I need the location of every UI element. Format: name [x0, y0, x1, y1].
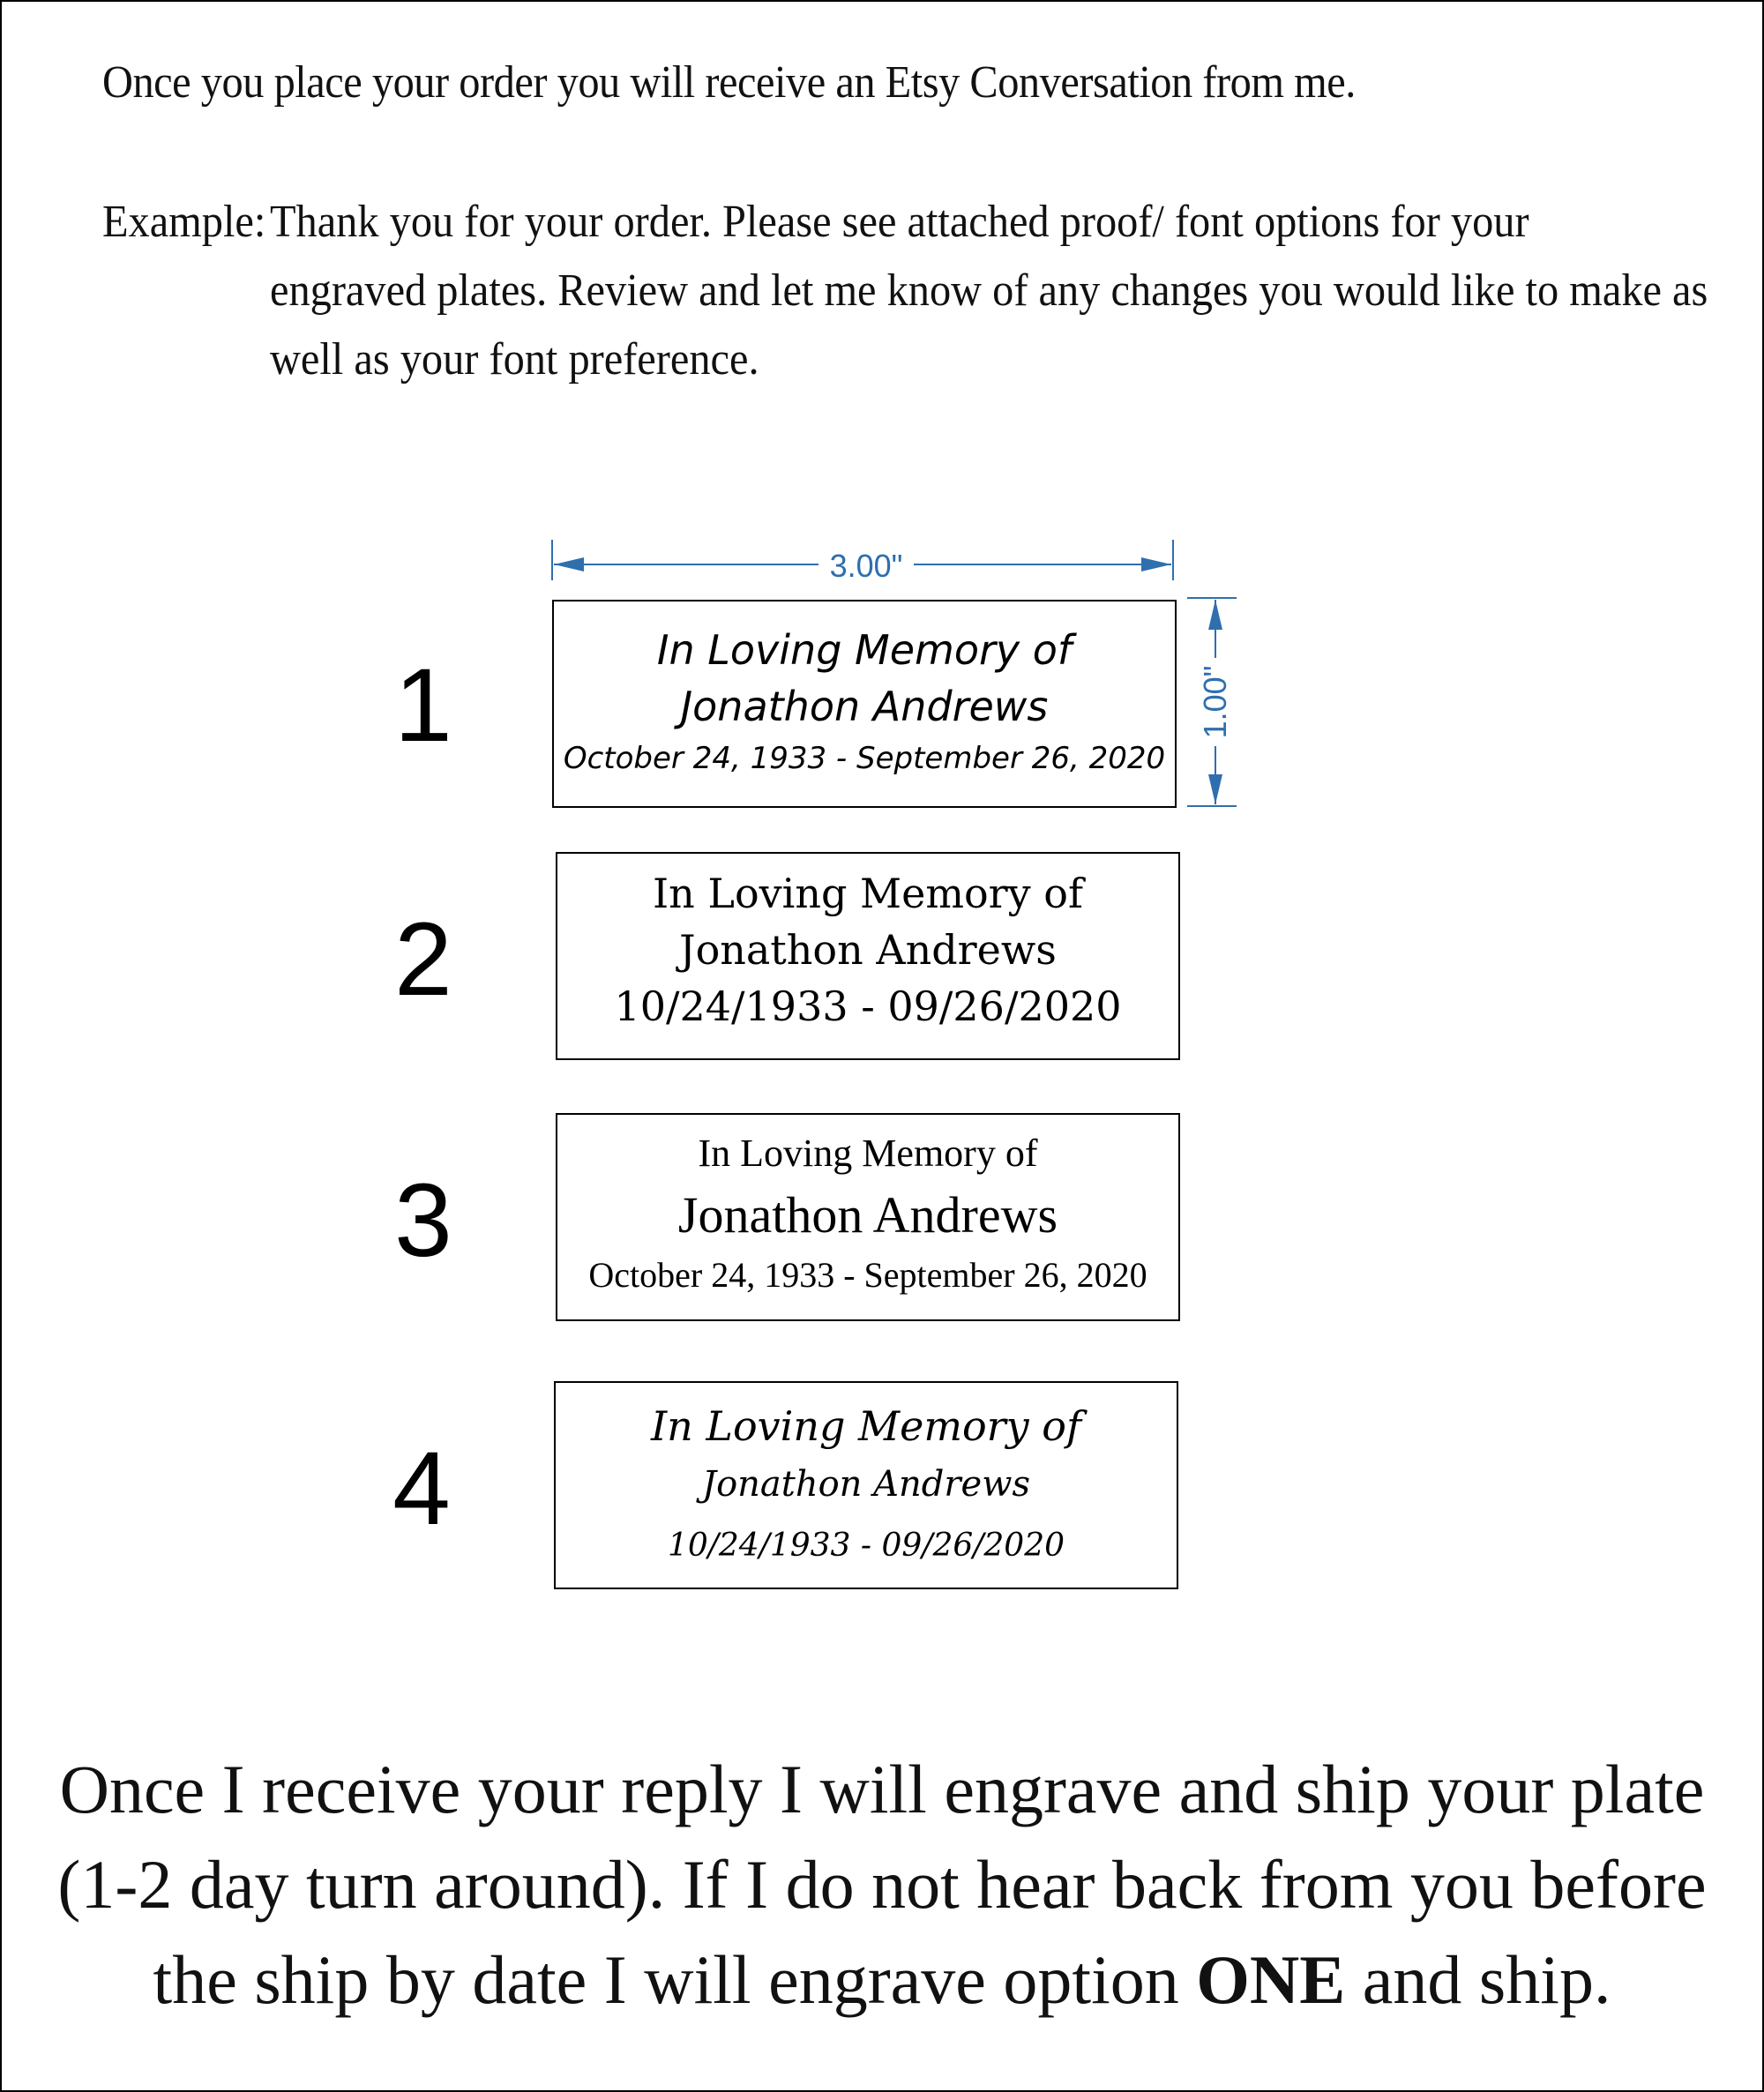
- example-line-1: Thank you for your order. Please see attached proof/ font options for your: [270, 197, 1529, 247]
- outro-line-2: (1-2 day turn around). If I do not hear back from you before: [57, 1846, 1707, 1923]
- plate-option-3[interactable]: [556, 1113, 1180, 1321]
- plate-1-line-1: In Loving Memory of: [656, 626, 1073, 674]
- option-number-1: 1: [394, 647, 452, 764]
- plate-2-line-1: In Loving Memory of: [652, 870, 1083, 917]
- plate-3-line-1: In Loving Memory of: [698, 1132, 1038, 1175]
- example-label: Example:: [102, 197, 266, 247]
- plate-3-line-2: Jonathon Andrews: [677, 1186, 1058, 1244]
- width-label: 3.00": [829, 548, 903, 584]
- plate-2-line-3: 10/24/1933 - 09/26/2020: [614, 982, 1122, 1030]
- plate-1-line-3: October 24, 1933 - September 26, 2020: [563, 741, 1166, 776]
- height-label: 1.00": [1197, 665, 1233, 739]
- intro-text: Once you place your order you will receive an Etsy Conversation from me.: [102, 57, 1356, 108]
- outro-line-3-start: the ship by date I will engrave option: [153, 1941, 1197, 2018]
- width-dimension: [549, 540, 1177, 589]
- plate-option-1[interactable]: [552, 600, 1177, 808]
- plate-option-4[interactable]: [554, 1381, 1178, 1589]
- plate-4-line-3: 10/24/1933 - 09/26/2020: [667, 1528, 1065, 1564]
- option-number-4: 4: [392, 1431, 451, 1547]
- outro-line-3: [2, 1940, 1762, 2020]
- plate-option-2[interactable]: [556, 852, 1180, 1060]
- plate-4-line-1: In Loving Memory of: [650, 1402, 1081, 1450]
- plate-4-line-2: Jonathon Andrews: [702, 1464, 1030, 1505]
- plate-2-line-2: Jonathon Andrews: [679, 926, 1057, 974]
- option-number-2: 2: [394, 901, 452, 1018]
- outro-line-1: Once I receive your reply I will engrave and ship your plate: [59, 1751, 1705, 1827]
- option-one-emphasis: ONE: [1196, 1941, 1346, 2018]
- example-line-3: well as your font preference.: [270, 334, 759, 385]
- plate-1-line-2: Jonathon Andrews: [680, 683, 1049, 730]
- example-line-2: engraved plates. Review and let me know of any changes you would like to make as: [270, 265, 1708, 316]
- height-dimension: [1187, 596, 1240, 808]
- plate-3-line-3: October 24, 1933 - September 26, 2020: [588, 1255, 1147, 1295]
- option-number-3: 3: [394, 1162, 452, 1279]
- outro-line-3-end: and ship.: [1345, 1941, 1611, 2018]
